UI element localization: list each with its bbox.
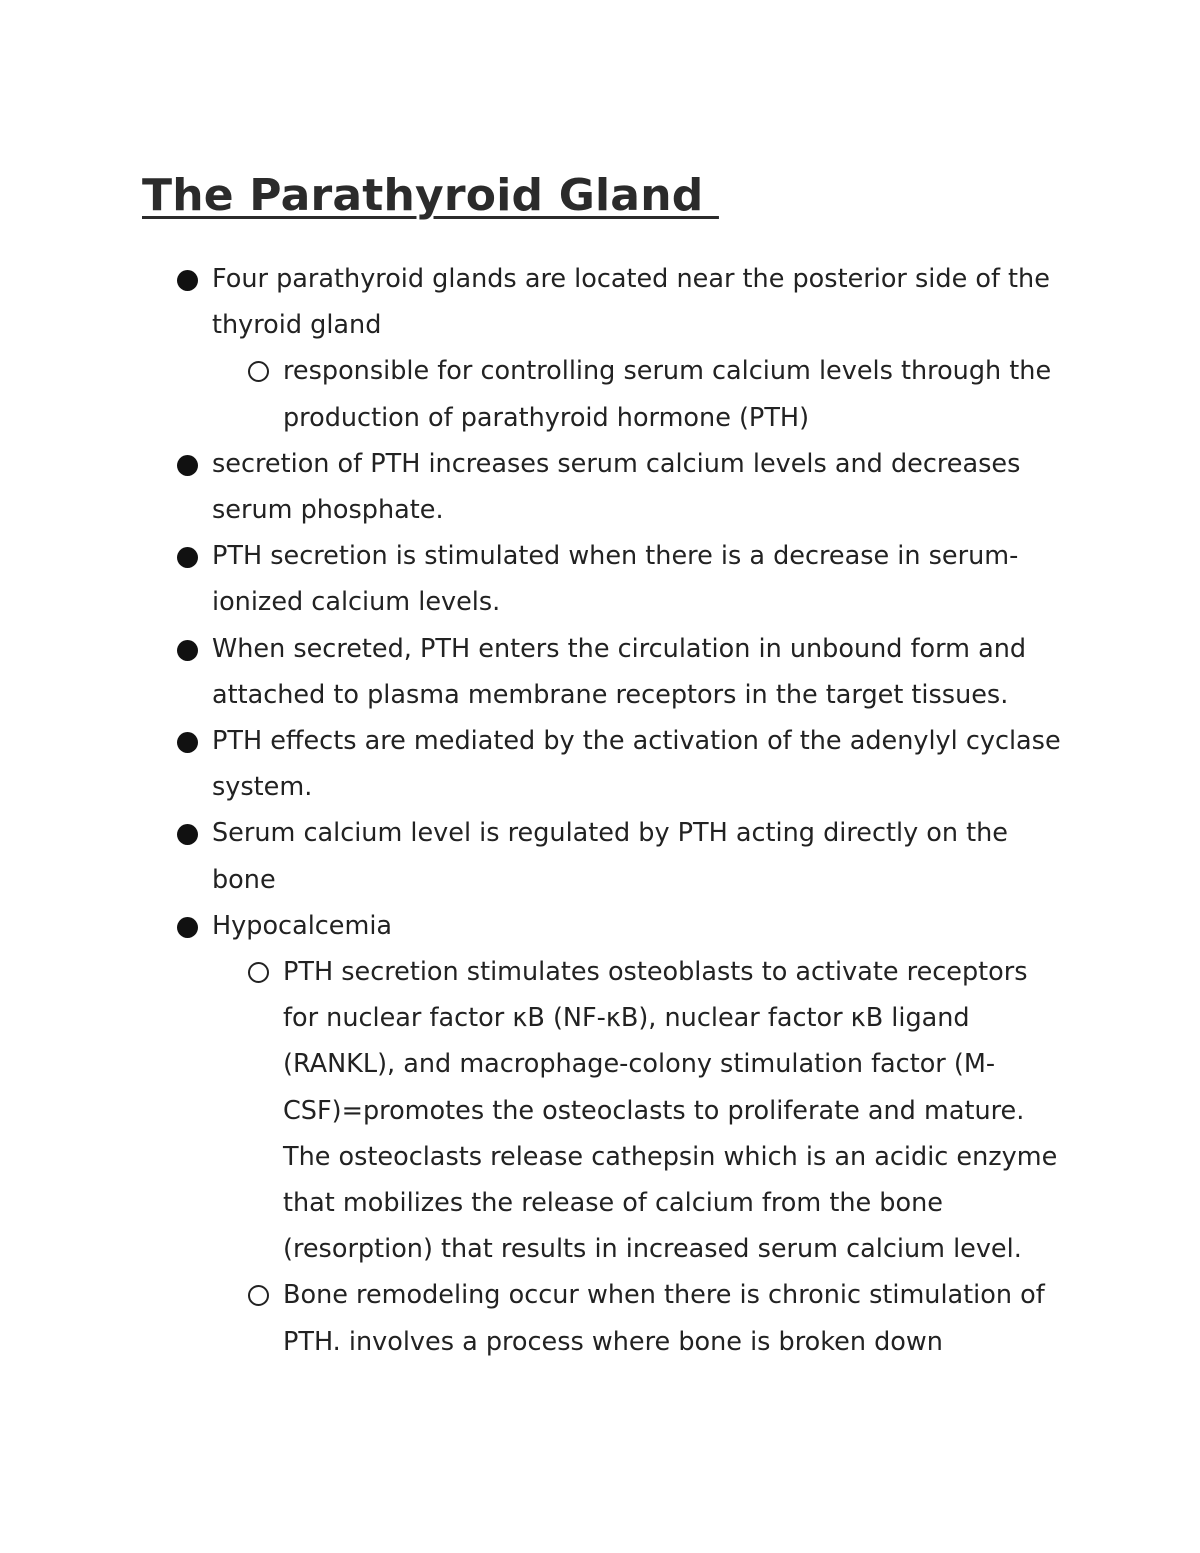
sub-list-item-text: Bone remodeling occur when there is chronic stimulation of PTH. involves a process where bone is broken down bbox=[283, 1280, 1045, 1357]
hollow-bullet-icon bbox=[248, 361, 269, 382]
filled-bullet-icon bbox=[177, 824, 198, 845]
sub-list-item-text: PTH secretion stimulates osteoblasts to activate receptors for nuclear factor κB (NF-κB), nuclear factor κB ligand (RANKL), and macrophage-colony stimulation factor (M-CSF)=promotes the osteoclasts to proliferate and mature. The osteoclasts release cathepsin which is an acidic enzyme that mobilizes the release of calcium from the bone (resorption) that results in increased serum calcium level. bbox=[283, 957, 1058, 1265]
filled-bullet-icon bbox=[177, 547, 198, 568]
filled-bullet-icon bbox=[177, 917, 198, 938]
list-item-text: secretion of PTH increases serum calcium levels and decreases serum phosphate. bbox=[212, 448, 1021, 526]
list-item bbox=[0, 810, 1062, 902]
list-item-text: PTH secretion is stimulated when there is a decrease in serum-ionized calcium levels. bbox=[212, 541, 1019, 618]
filled-bullet-icon bbox=[177, 732, 198, 753]
list-item-text: When secreted, PTH enters the circulation in unbound form and attached to plasma membrane receptors in the target tissues. bbox=[212, 633, 1027, 710]
list-item bbox=[0, 441, 1062, 533]
sub-list-item bbox=[212, 949, 1063, 1272]
list-item-text: Serum calcium level is regulated by PTH acting directly on the bone bbox=[212, 818, 1008, 895]
list-item-text: Four parathyroid glands are located near the posterior side of the thyroid gland bbox=[212, 264, 1050, 341]
list-item-text: Hypocalcemia bbox=[212, 910, 393, 941]
list-item bbox=[0, 533, 1062, 625]
hollow-bullet-icon bbox=[248, 962, 269, 983]
list-item bbox=[0, 718, 1062, 810]
sub-list bbox=[212, 949, 1062, 1365]
filled-bullet-icon bbox=[177, 455, 198, 476]
list-item bbox=[0, 256, 1062, 441]
page-title: The Parathyroid Gland bbox=[142, 170, 719, 221]
hollow-bullet-icon bbox=[248, 1285, 269, 1306]
filled-bullet-icon bbox=[177, 270, 198, 291]
sub-list-item bbox=[212, 348, 1063, 440]
list-item bbox=[0, 626, 1062, 718]
bullet-list bbox=[0, 256, 1200, 1365]
list-item-text: PTH effects are mediated by the activation of the adenylyl cyclase system. bbox=[212, 726, 1061, 803]
sub-list bbox=[212, 348, 1062, 440]
sub-list-item-text: responsible for controlling serum calcium levels through the production of parathyroid hormone (PTH) bbox=[283, 356, 1052, 433]
filled-bullet-icon bbox=[177, 640, 198, 661]
list-item bbox=[0, 903, 1062, 1365]
sub-list-item bbox=[212, 1272, 1063, 1364]
